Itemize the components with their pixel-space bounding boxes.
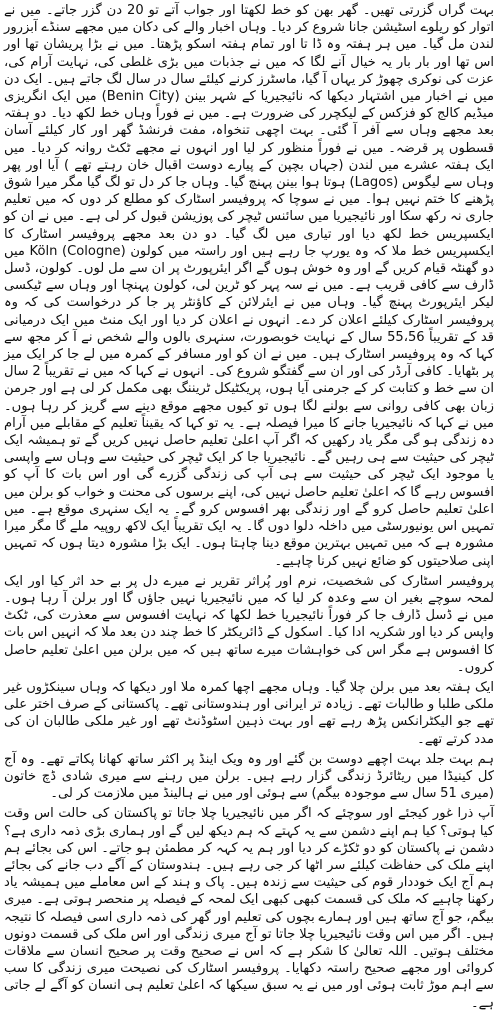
article-paragraph-3: ایک ہفتہ بعد میں برلن چلا گیا۔ وہاں مجھے اچھا کمرہ ملا اور دیکھا کہ وہاں سینکڑوں غیر ملکی طلبا و طالبات تھے۔ زیادہ تر ایرانی اور ہندوستانی تھے۔ پاکستانی کے صرف اختر علی تھے جو الیکٹرانکس پڑھ رہے تھے اور بہت ذہین اسٹوڈنٹ تھے اور غیر ملکی طالبان ان کی مدد کرتے تھے۔ [4, 679, 494, 747]
article-paragraph-4: ہم بہت جلد بہت اچھے دوست بن گئے اور وہ ویک اینڈ پر اکثر ساتھ کھانا پکاتے تھے۔ وہ آج کل کینیڈا میں ریٹائرڈ زندگی گزار رہے ہیں۔ برلن میں رہنے سے میری شادی ڈچ خاتون (میری 51 سال سے موجودہ بیگم) سے ہوئی اور میں نے ہالینڈ میں ملازمت کر لی۔ [4, 751, 494, 802]
article-paragraph-2: پروفیسر اسٹارک کی شخصیت، نرم اور پُراثر تقریر نے میرے دل پر بے حد اثر کیا اور ایک لمحہ سوچے بغیر ان سے وعدہ کر لیا کہ میں نائیجیریا نہیں جاؤں گا اور برلن آ رہا ہوں۔ میں نے ڈسل ڈارف جا کر فوراً نائیجیریا خط لکھا کہ نہایت افسوس سے معذرت کی، ٹکٹ واپس کر دیا اور شکریہ ادا کیا۔ اسکول کے ڈائریکٹر کا خط چند دن بعد ملا کہ انہیں اس بات کا افسوس ہے مگر اس کی خواہشات میرے ساتھ ہیں کہ میں برلن میں اعلیٰ تعلیم حاصل کروں۔ [4, 573, 494, 675]
article-page [4, 2, 495, 1011]
article-paragraph-5: آپ ذرا غور کیجئے اور سوچئے کہ اگر میں نائیجیریا چلا جاتا تو پاکستان کی حالت اس وقت کیا ہوتی؟ کیا ہم اپنے دشمن سے یہ کہتے کہ ہم دیکھ لیں گے اور ہماری بڑی ذمہ داری ہے؟ دشمن نے پاکستان کو دو ٹکڑے کر دیا اور ہم یہ کہہ کر مطمئن ہو جاتے۔ اس کی بجائے ہم اپنے ملک کی حفاظت کیلئے سر اٹھا کر جی رہے ہیں۔ ہندوستان کے آگے دب جانے کی بجائے ہم آج ایک خوددار قوم کی حیثیت سے زندہ ہیں۔ پاک و ہند کے اس معاملے میں ہمیشہ یاد رکھنا چاہیے کہ ملک کی قسمت کبھی کبھی ایک لمحہ کے فیصلہ پر منحصر ہوتی ہے۔ میری بیگم، جو آج ساتھ ہیں اور ہمارے بچوں کی تعلیم اور گھر کی ذمہ داری اسی فیصلہ کا نتیجہ ہیں۔ اگر میں اس وقت نائیجیریا چلا جاتا تو آج میری زندگی اور اس ملک کی قسمت دونوں مختلف ہوتیں۔ اللہ تعالیٰ کا شکر ہے کہ اس نے صحیح وقت پر صحیح انسان سے ملاقات کروائی اور مجھے صحیح راستہ دکھایا۔ پروفیسر اسٹارک کی نصیحت میری زندگی کا سب سے اہم موڑ ثابت ہوئی اور میں نے یہ سبق سیکھا کہ اعلیٰ تعلیم ہی انسان کو آگے لے جاتی ہے۔ [4, 806, 494, 1011]
article-paragraph-1: بہت گراں گزرتی تھیں۔ گھر بھن کو خط لکھتا اور جواب آتے تو 20 دن گزر جاتے۔ میں نے اتوار کو ریلوے اسٹیشن جانا شروع کر دیا۔ وہاں اخبار والے کی دکان میں مجھے سنڈے آبزرور لندن مل گیا۔ میں ہر ہفتہ وہ ڈا تا اور تمام ہفتہ اسکو پڑھتا۔ میں نے بڑا پریشان تھا اور اس تھا اور بار بار یہ خیال آنے لگا کہ میں نے جذبات میں بڑی غلطی کی، نہایت آرام کی، عزت کی نوکری چھوڑ کر یہاں آ گیا، ماسٹرز کرنے کیلئے سال در سال لگ جاتے ہیں۔ ایک دن میں نے اخبار میں اشتہار دیکھا کہ نائیجیریا کے شہر بینن (Benin City) میں ایک انگریزی میڈیم کالج کو فزکس کے لیکچرر کی ضرورت ہے۔ میں نے فوراً وہاں خط لکھ دیا۔ دو ہفتہ بعد مجھے وہاں سے آفر آ گئی۔ بہت اچھی تنخواہ، مفت فرنشڈ گھر اور کار کیلئے آسان قسطوں پر قرضہ۔ میں نے فوراً منظور کر لیا اور انہوں نے مجھے ٹکٹ روانہ کر دیا۔ میں ایک ہفتہ عشرے میں لندن (جہاں بچپن کے پیارے دوست اقبال خان رہتے تھے ) آیا اور پھر وہاں سے لیگوس (Lagos) ہوتا ہوا بینن پہنچ گیا۔ وہاں جا کر دل تو لگ گیا مگر میرا شوق پڑھنے کا ختم نہیں ہوا۔ میں نے سوچا کہ پروفیسر اسٹارک کو مطلع کر دوں کہ میں تعلیم جاری نہ رکھ سکا اور نائیجیریا میں سائنس ٹیچر کی پوزیشن قبول کر لی ہے۔ میں نے ان کو ایکسپریس خط لکھ دیا اور تیاری میں لگ گیا۔ دو دن بعد مجھے پروفیسر اسٹارک کا ایکسپریس خط ملا کہ وہ یورپ جا رہے ہیں اور راستہ میں کولون (Cologne) Köln میں دو گھنٹہ قیام کریں گے اور وہ خوش ہوں گے اگر ایئرپورٹ پر ان سے مل لوں۔ کولون، ڈسل ڈارف سے کافی قریب ہے۔ میں نے سہ پہر کو ٹرین لی، کولون پہنچا اور وہاں سے ٹیکسی لیکر ایئرپورٹ پہنچ گیا۔ وہاں میں نے ایئرلائن کے کاؤنٹر پر جا کر درخواست کی کہ وہ پروفیسر اسٹارک کیلئے اعلان کر دے۔ انہوں نے اعلان کر دیا اور ایک منٹ میں ایک درمیانی قد کے تقریباً 55،56 سال کے نہایت خوبصورت، سنہری بالوں والے شخص نے آ کر مجھ سے کہا کہ وہ پروفیسر اسٹارک ہیں۔ میں نے ان کو اور مسافر کے کمرہ میں لے جا کر ایک میز پر بٹھایا۔ کافی آرڈر کی اور ان سے گفتگو شروع کی۔ انہوں نے کہا کہ میں نے تقریباً 2 سال ان سے خط و کتابت کر کے جرمنی آیا ہوں، پریکٹیکل ٹریننگ بھی مکمل کر لی ہے اور جرمن زبان بھی کافی روانی سے بولنے لگا ہوں تو کیوں مجھے موقع دینے سے گریز کر رہا ہوں۔ میں نے کہا کہ نائیجیریا جانے کا میرا فیصلہ ہے۔ یہ تو کہا کہ یقیناً تعلیم کے مقابلے میں آرام دہ زندگی ہو گی مگر یاد رکھیں کہ اگر آپ اعلیٰ تعلیم حاصل نہیں کریں گے تو ہمیشہ ایک ٹیچر کی حیثیت سے ہی رہیں گے۔ نائیجیریا جا کر ایک ٹیچر کی حیثیت سے وہاں سے واپسی یا موجود ایک ٹیچر کی حیثیت سے ہی آپ کی زندگی گزرے گی اور اس بات کا آپ کو افسوس رہے گا کہ اعلیٰ تعلیم حاصل نہیں کی، اپنے برسوں کی محنت و خواب کو برلن میں اعلیٰ تعلیم حاصل کرو گے اور زندگی بھر افسوس کرو گے۔ یہ ایک سنہری موقع ہے۔ میں تمہیں اس یونیورسٹی میں داخلہ دلوا دوں گا۔ یہ ایک تقریباً ایک لاکھ روپیہ ملے گا مگر میرا مشورہ ہے کہ میں تمہیں بہترین موقع دینا چاہتا ہوں۔ ایک بڑا مشورہ دیتا ہوں کہ تمہیں اپنی صلاحیتوں کو ضائع نہیں کرنا چاہیے۔ [4, 3, 495, 569]
